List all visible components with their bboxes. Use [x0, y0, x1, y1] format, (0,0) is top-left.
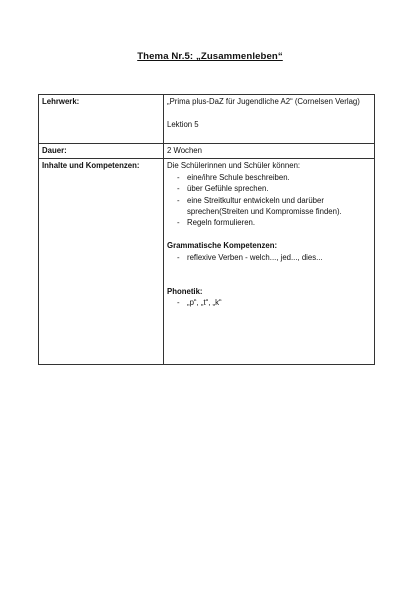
grammar-heading: Grammatische Kompetenzen:: [167, 241, 278, 251]
list-item: [167, 252, 371, 263]
bullet-dash: -: [177, 184, 180, 194]
table-row-inhalte: [39, 159, 375, 365]
bullet-dash: -: [177, 218, 180, 228]
lehrwerk-label: Lehrwerk:: [39, 95, 164, 144]
inhalte-label: Inhalte und Kompetenzen:: [39, 159, 164, 365]
list-item-text: Regeln formulieren.: [187, 218, 256, 228]
list-item: [167, 217, 371, 228]
list-item: [167, 183, 371, 194]
list-item: [167, 172, 371, 183]
list-item: [167, 297, 371, 308]
lesson-number: Lektion 5: [167, 119, 199, 129]
bullet-dash: -: [177, 172, 180, 182]
list-item-text: über Gefühle sprechen.: [187, 184, 269, 194]
textbook-title: „Prima plus-DaZ für Jugendliche A2“ (Cornelsen Verlag): [167, 97, 360, 106]
table-row-dauer: [39, 144, 375, 159]
phonetics-heading: Phonetik:: [167, 286, 203, 296]
phonetics-list: [167, 297, 371, 308]
dauer-value: 2 Wochen: [164, 144, 375, 159]
list-item: [167, 195, 371, 218]
list-item-text: „p“, „t“, „k“: [187, 298, 222, 308]
grammar-list: [167, 252, 371, 263]
bullet-dash: -: [177, 252, 180, 262]
lehrwerk-value: [164, 95, 375, 144]
skills-list: [167, 172, 371, 229]
list-item-text: eine Streitkultur entwickeln und darüber sprechen(Streiten und Kompromisse finden).: [187, 195, 342, 217]
table-row-lehrwerk: [39, 95, 375, 144]
skills-intro: Die Schülerinnen und Schüler können:: [167, 161, 301, 171]
lesson-plan-table: [38, 94, 375, 365]
dauer-label: Dauer:: [39, 144, 164, 159]
inhalte-value: [164, 159, 375, 365]
bullet-dash: -: [177, 195, 180, 205]
list-item-text: reflexive Verben - welch..., jed..., dies...: [187, 252, 323, 262]
page-title: Thema Nr.5: „Zusammenleben“: [137, 51, 283, 62]
bullet-dash: -: [177, 298, 180, 308]
list-item-text: eine/ihre Schule beschreiben.: [187, 172, 290, 182]
